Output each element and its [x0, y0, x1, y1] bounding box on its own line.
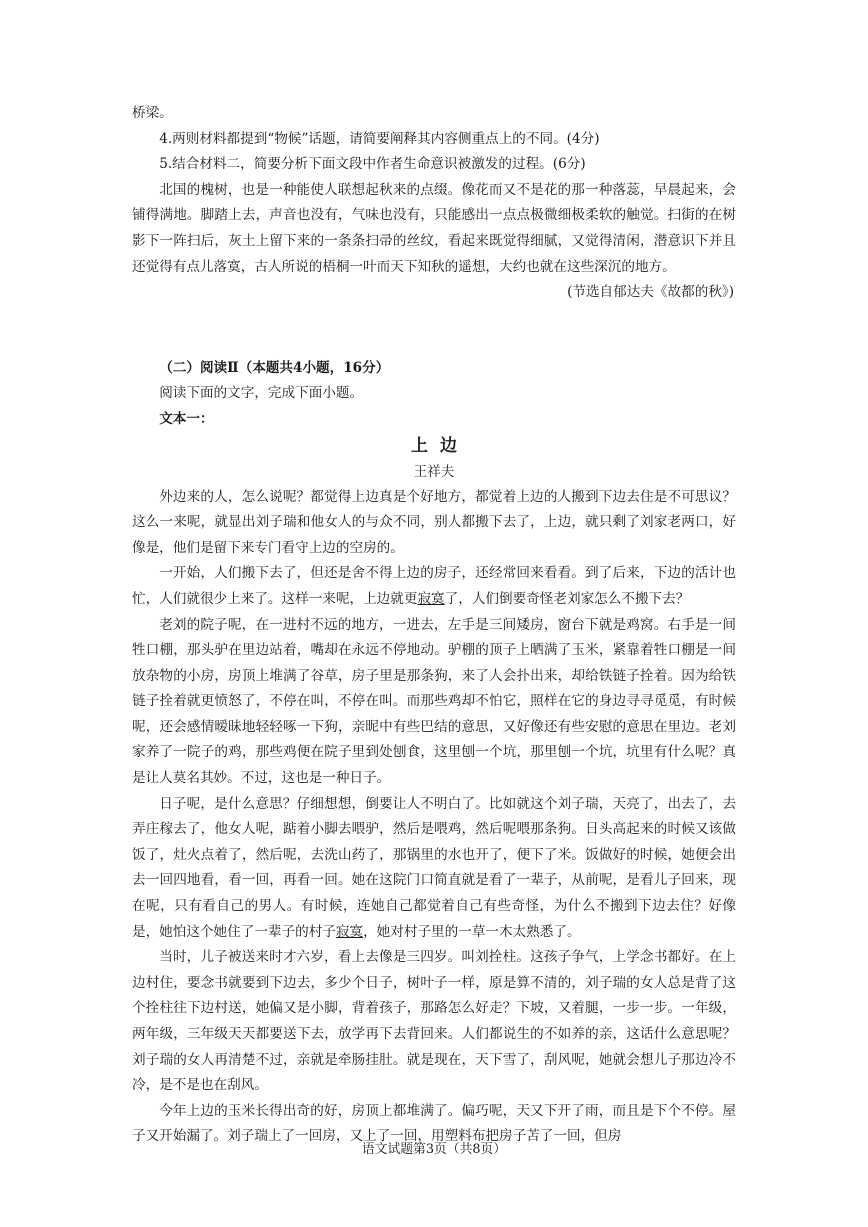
- story-paragraph-6: 今年上边的玉米长得出奇的好，房顶上都堆满了。偏巧呢，天又下开了雨，而且是下个不停。屋子又开始漏了。刘子瑞上了一回房，又上了一回，用塑料布把房子苫了一回，但房: [132, 1102, 736, 1145]
- section-heading: （二）阅读Ⅱ（本题共4小题，16分）: [159, 359, 390, 376]
- carryover-text: 桥梁。: [132, 105, 173, 121]
- story-paragraph-4-text-b: ，她对村子里的一草一木太熟悉了。: [363, 923, 581, 940]
- story-paragraph-1: 外边来的人，怎么说呢？都觉得上边真是个好地方，都觉着上边的人搬到下边去住是不可思议？这么一来呢，就显出刘子瑞和他女人的与众不同，别人都搬下去了，上边，就只剩了刘家老两口，好像是，他们是留下来专门看守上边的空房的。: [132, 488, 736, 556]
- page-content: [132, 101, 736, 1150]
- story-paragraph-2: [132, 561, 736, 612]
- story-paragraph-2-text-a: 一开始，人们搬下去了，但还是舍不得上边的房子，还经常回来看看。到了后来，下边的活计也忙，人们就很少上来了。这样一来呢，上边就更: [132, 565, 736, 607]
- section-instruction: 阅读下面的文字，完成下面小题。: [159, 385, 364, 402]
- story-paragraph-3: 老刘的院子呢，在一进村不远的地方，一进去，左手是三间矮房，窗台下就是鸡窝。右手是一间牲口棚，那头驴在里边站着，嘴却在永远不停地动。驴棚的顶子上晒满了玉米，紧靠着牲口棚是一间放杂物的小房，房顶上堆满了谷草，房子里是那条狗，来了人会扑出来，却给铁链子拴着。因为给铁链子拴着就更愤怒了，不停在叫，不停在叫。而那些鸡却不怕它，照样在它的身边寻寻觅觅，有时候呢，还会感情暧昧地轻轻啄一下狗，亲昵中有些巴结的意思，又好像还有些安慰的意思在里边。老刘家养了一院子的鸡，那些鸡便在院子里到处刨食，这里刨一个坑，那里刨一个坑，坑里有什么呢？真是让人莫名其妙。不过，这也是一种日子。: [132, 616, 736, 787]
- question-4: 4.两则材料都提到“物候”话题，请简要阐释其内容侧重点上的不同。(4分): [159, 130, 600, 147]
- story-paragraph-5: 当时，儿子被送来时才六岁，看上去像是三四岁。叫刘拴柱。这孩子争气，上学念书都好。在上边村住，要念书就要到下边去，多少个日子，树叶子一样，原是算不清的，刘子瑞的女人总是背了这个拴柱往下边村送，她偏又是小脚，背着孩子，那路怎么好走？下坡，又着腿，一步一步。一年级，两年级，三年级天天都要送下去，放学再下去背回来。人们都说生的不如养的亲，这话什么意思呢？刘子瑞的女人再清楚不过，亲就是牵肠挂肚。就是现在，天下雪了，刮风呢，她就会想儿子那边冷不冷，是不是也在刮风。: [132, 949, 736, 1094]
- underlined-word: 寂寞: [417, 590, 445, 607]
- story-author: 王祥夫: [413, 463, 455, 480]
- underlined-word: 寂寞: [335, 923, 364, 940]
- question-5: 5.结合材料二，简要分析下面文段中作者生命意识被激发的过程。(6分): [159, 156, 586, 173]
- section-gap: [132, 306, 736, 356]
- excerpt-paragraph: 北国的槐树，也是一种能使人联想起秋来的点缀。像花而又不是花的那一种落蕊，早晨起来，会铺得满地。脚踏上去，声音也没有，气味也没有，只能感出一点点极微细极柔软的触觉。扫街的在树影下一阵扫后，灰土上留下来的一条条扫帚的丝纹，看起来既觉得细腻，又觉得清闲，潜意识下并且还觉得有点儿落寞，古人所说的梧桐一叶而天下知秋的遥想，大约也就在这些深沉的地方。: [132, 181, 736, 275]
- excerpt-source: (节选自郁达夫《故都的秋》): [567, 284, 734, 301]
- story-title: 上边: [411, 435, 469, 456]
- page-footer: 语文试题第3页（共8页）: [361, 1142, 507, 1157]
- text1-label: 文本一：: [159, 410, 214, 427]
- story-paragraph-2-text-b: 了，人们倒要奇怪老刘家怎么不搬下去？: [444, 590, 690, 607]
- story-paragraph-4: [132, 792, 736, 946]
- story-paragraph-4-text-a: 日子呢，是什么意思？仔细想想，倒要让人不明白了。比如就这个刘子瑞，天亮了，出去了，去弄庄稼去了，他女人呢，踮着小脚去喂驴，然后是喂鸡，然后呢喂那条狗。日头高起来的时候又该做饭了，灶火点着了，然后呢，去洗山药了，那锅里的水也开了，便下了米。饭做好的时候，她便会出去一回四地看，看一回，再看一回。她在这院门口简直就是看了一辈子，从前呢，是看儿子回来，现在呢，只有看自己的男人。有时候，连她自己都觉着自己有些奇怪，为什么不搬到下边去住？好像是，她怕这个她住了一辈子的村子: [132, 795, 736, 940]
